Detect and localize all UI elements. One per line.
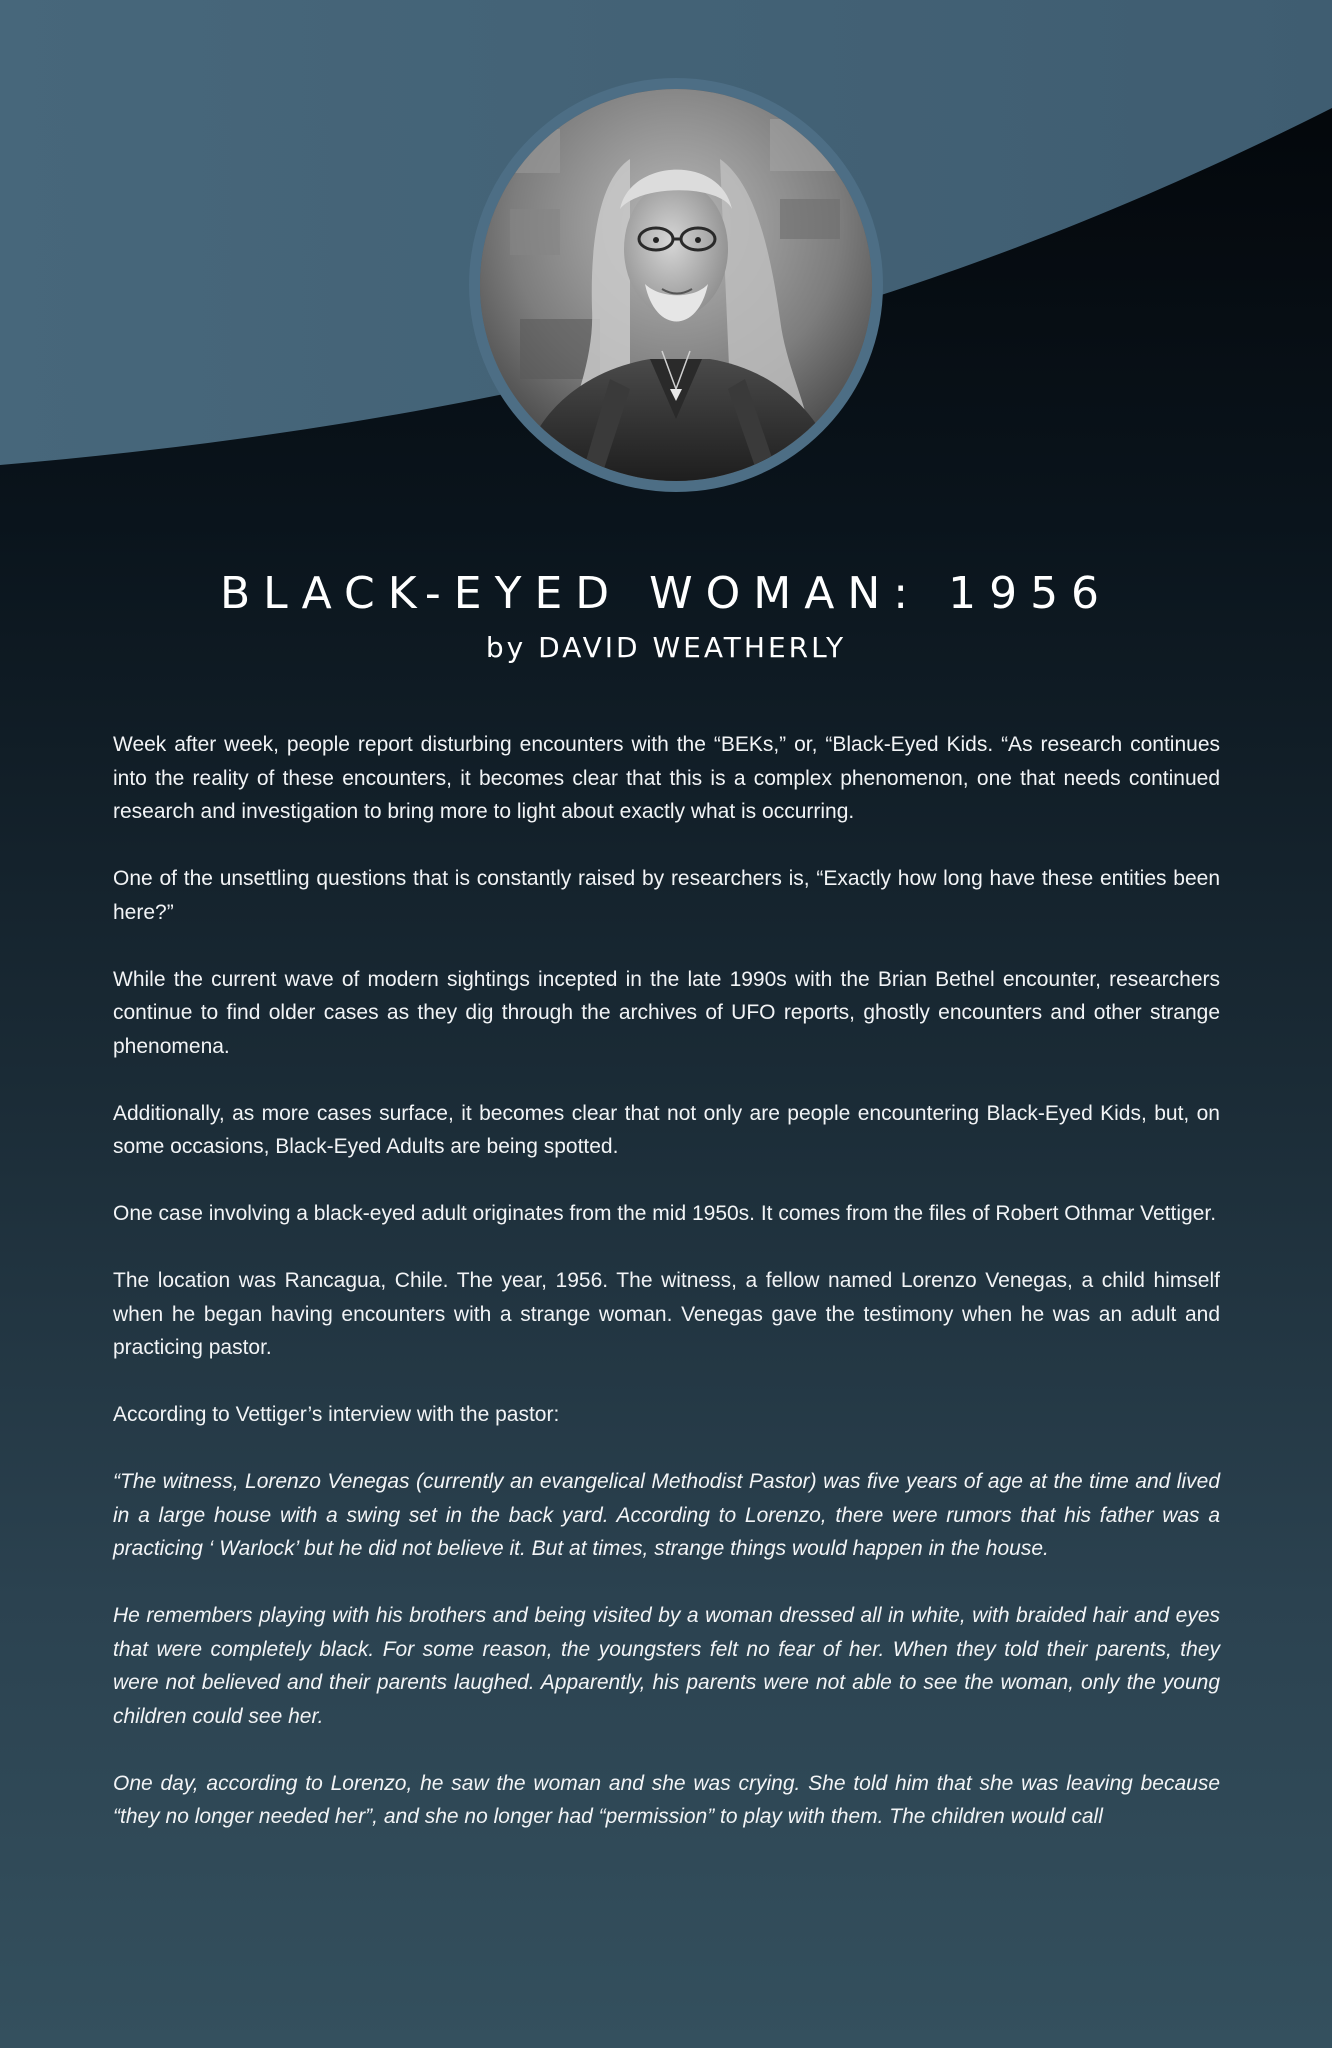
portrait-image xyxy=(480,89,872,481)
article-title: BLACK-EYED WOMAN: 1956 xyxy=(219,568,1113,619)
quote-paragraph: “The witness, Lorenzo Venegas (currently an evangelical Methodist Pastor) was five years of age at the time and lived in a large house with a swing set in the back yard. According to Lorenzo, there were rumors that his father was a practicing ‘ Warlock’ but he did not believe it. But at times, strange things would happen in the house. xyxy=(113,1470,1220,1560)
quote-paragraph: One day, according to Lorenzo, he saw the woman and she was crying. She told him that she was leaving because “they no longer needed her”, and she no longer had “permission” to play with them. The children would call xyxy=(113,1771,1220,1828)
article-paragraph: One of the unsettling questions that is constantly raised by researchers is, “Exactly how long have these entities been here?” xyxy=(113,867,1220,924)
article-paragraph: While the current wave of modern sightings incepted in the late 1990s with the Brian Bethel encounter, researchers continue to find older cases as they dig through the archives of UFO reports, ghostly encounters and other strange phenomena. xyxy=(113,967,1220,1058)
article-body xyxy=(113,728,1220,1867)
quote-paragraph: He remembers playing with his brothers and being visited by a woman dressed all in white, with braided hair and eyes that were completely black. For some reason, the youngsters felt no fear of her. When they told their parents, they were not believed and their parents laughed. Apparently, his parents were not able to see the woman, only the young children could see her. xyxy=(113,1604,1220,1728)
article-paragraph: One case involving a black-eyed adult originates from the mid 1950s. It comes from the files of Robert Othmar Vettiger. xyxy=(113,1202,1217,1225)
article-paragraph: Week after week, people report disturbing encounters with the “BEKs,” or, “Black-Eyed Kids. “As research continues into the reality of these encounters, it becomes clear that this is a complex phenomenon, one that needs continued research and investigation to bring more to light about exactly what is occurring. xyxy=(113,733,1220,823)
article-paragraph: According to Vettiger’s interview with the pastor: xyxy=(113,1403,560,1426)
article-byline: by DAVID WEATHERLY xyxy=(485,631,847,664)
article-paragraph: Additionally, as more cases surface, it becomes clear that not only are people encountering Black-Eyed Kids, but, on some occasions, Black-Eyed Adults are being spotted. xyxy=(113,1101,1220,1158)
article-paragraph: The location was Rancagua, Chile. The year, 1956. The witness, a fellow named Lorenzo Venegas, a child himself when he began having encounters with a strange woman. Venegas gave the testimony when he was an adult and practicing pastor. xyxy=(113,1269,1220,1359)
author-portrait xyxy=(469,78,883,492)
